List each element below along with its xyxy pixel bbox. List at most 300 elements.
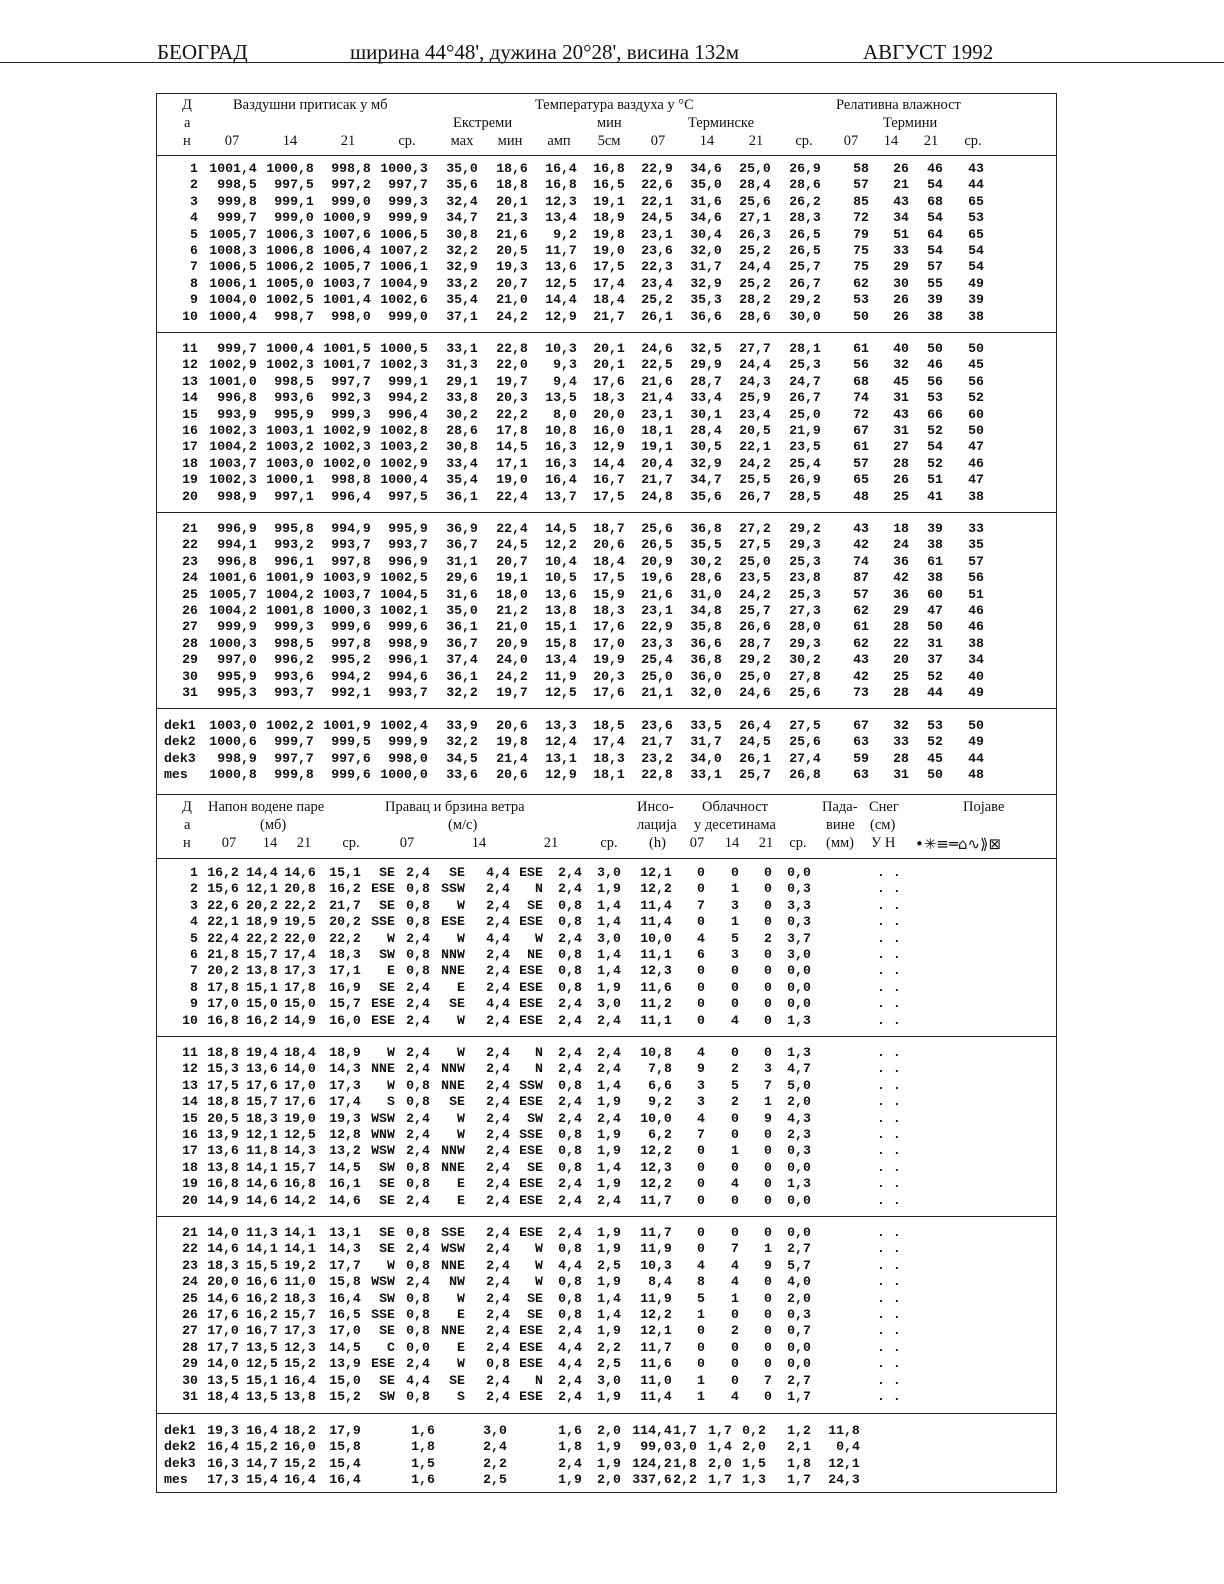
- table1-cell: 39: [968, 292, 984, 308]
- table1-cell: 52: [927, 455, 943, 471]
- table1-summary-divider: [156, 708, 1057, 709]
- table1-cell: 24,4: [739, 357, 771, 373]
- table1-cell: 1003,0: [266, 455, 314, 471]
- table1-cell: 25,3: [789, 357, 821, 373]
- table1-cell: 5: [190, 226, 198, 242]
- table1-cell: 1002,3: [323, 439, 371, 455]
- table2-cell: 0: [731, 1225, 739, 1240]
- table1-row: [0, 161, 1224, 177]
- table2-cell: 9,2: [648, 1094, 672, 1110]
- table1-cell: 995,9: [217, 668, 257, 684]
- table2-cell: S: [387, 1094, 395, 1110]
- snow-cell: . .: [877, 1159, 901, 1175]
- table2-cell: ESE: [519, 1012, 543, 1028]
- table1-cell: 25,0: [641, 668, 673, 684]
- table2-cell: 0: [697, 881, 705, 897]
- table1-cell: 26,3: [739, 226, 771, 242]
- table2-cell: 0,8: [406, 947, 430, 962]
- table2-cell: 2,4: [486, 1127, 510, 1142]
- table2-cell: 2,7: [787, 1372, 811, 1388]
- table1-cell: 23,5: [739, 570, 771, 586]
- table1-cell: 40: [893, 341, 909, 356]
- table1-cell: 14,5: [545, 521, 577, 536]
- table1-cell: 31,6: [690, 193, 722, 209]
- table2-cell: 17,8: [284, 979, 316, 995]
- snow-cell: . .: [877, 1143, 901, 1159]
- table2-cell: 13,6: [246, 1061, 278, 1077]
- table2-cell: W: [387, 1257, 395, 1273]
- table2-cell: 20,2: [329, 914, 361, 930]
- table2-cell: SE: [379, 1176, 395, 1192]
- table2-cell: 3: [697, 1077, 705, 1093]
- table1-cell: 24,2: [496, 668, 528, 684]
- table1-cell: 54: [968, 243, 984, 258]
- table1-row: [0, 456, 1224, 472]
- snow-cell: . .: [877, 1323, 901, 1339]
- table1-cell: 27,8: [789, 668, 821, 684]
- table1-cell: 31: [927, 635, 943, 651]
- table1-decade-divider-2: [156, 512, 1057, 513]
- table2-cell: 1,4: [597, 963, 621, 979]
- table1-cell: 26,5: [789, 243, 821, 258]
- table2-summary-cell: 2,1: [787, 1439, 811, 1455]
- table1-cell: 13,6: [545, 259, 577, 275]
- table2-cell: 0: [764, 897, 772, 913]
- table2-cell: 30: [182, 1372, 198, 1388]
- table2-cell: W: [535, 1241, 543, 1257]
- table2-row: [0, 1258, 1224, 1274]
- table2-cell: S: [457, 1389, 465, 1404]
- table2-summary-cell: 15,2: [246, 1439, 278, 1455]
- table2-cell: 11,0: [284, 1274, 316, 1290]
- table1-cell: 56: [853, 357, 869, 373]
- table2-cell: 22,0: [284, 930, 316, 946]
- table2-cell: ESE: [371, 881, 395, 897]
- table2-summary-cell: 14,7: [246, 1455, 278, 1471]
- table1-cell: 34: [968, 652, 984, 668]
- table1-cell: 28: [182, 635, 198, 651]
- table2-cell: SE: [449, 865, 465, 880]
- table2-cell: 3,7: [787, 930, 811, 946]
- table2-cell: 2: [764, 930, 772, 946]
- table1-cell: 61: [927, 553, 943, 569]
- table2-cell: 17: [182, 1143, 198, 1159]
- table1-cell: 13,7: [545, 488, 577, 504]
- table2-summary-cell: 15,4: [329, 1455, 361, 1471]
- table2-cell: 0,8: [558, 914, 582, 930]
- table1-cell: 55: [927, 275, 943, 291]
- table2-summary-cell: 1,5: [742, 1455, 766, 1471]
- table2-cell: 2,4: [558, 1225, 582, 1240]
- table1-cell: 20: [182, 488, 198, 504]
- table1-cell: 996,4: [388, 406, 428, 422]
- table2-cell: 2,4: [558, 996, 582, 1012]
- table2-row: [0, 931, 1224, 947]
- table1-cell: 64: [927, 226, 943, 242]
- table1-cell: 1008,3: [209, 243, 257, 258]
- table1-cell: 52: [927, 423, 943, 438]
- table1-cell: 20,9: [641, 553, 673, 569]
- table1-cell: 20,9: [496, 635, 528, 651]
- table2-cell: WSW: [371, 1110, 395, 1126]
- table1-cell: 20,0: [593, 406, 625, 422]
- table2-cell: W: [535, 1274, 543, 1290]
- table1-cell: 17,6: [593, 619, 625, 635]
- table1-cell: 14,4: [545, 292, 577, 308]
- table2-cell: SE: [379, 1323, 395, 1339]
- table2-cell: 0: [764, 1290, 772, 1306]
- table2-row: [0, 898, 1224, 914]
- table2-cell: 4: [697, 1257, 705, 1273]
- table2-cell: 2,4: [486, 1077, 510, 1093]
- table1-cell: 23,6: [641, 243, 673, 258]
- table2-cell: ESE: [371, 1012, 395, 1028]
- table2-cell: 3: [731, 947, 739, 962]
- table1-cell: mes: [164, 767, 188, 783]
- table1-cell: 57: [968, 553, 984, 569]
- table2-cell: 14,1: [284, 1225, 316, 1240]
- table2-cell: 2,4: [486, 1012, 510, 1028]
- table2-cell: 1,4: [597, 1307, 621, 1322]
- table2-cell: 0,0: [406, 1339, 430, 1355]
- table1-cell: 27: [182, 619, 198, 635]
- table1-cell: 19,1: [641, 439, 673, 455]
- table1-cell: 46: [968, 619, 984, 635]
- table1-cell: 22,1: [739, 439, 771, 455]
- table1-row: [0, 357, 1224, 373]
- table2-cell: 1: [190, 865, 198, 880]
- table2-cell: NW: [449, 1274, 465, 1290]
- table2-cell: 1,9: [597, 1389, 621, 1404]
- table1-cell: 16,5: [593, 177, 625, 193]
- table2-cell: 2,5: [597, 1257, 621, 1273]
- table1-cell: 29,2: [789, 521, 821, 536]
- table2-cell: 17,5: [207, 1077, 239, 1093]
- table1-cell: 62: [853, 603, 869, 618]
- table1-cell: 997,7: [331, 373, 371, 389]
- table2-cell: 15,5: [246, 1257, 278, 1273]
- table1-cell: 26,8: [789, 767, 821, 783]
- table2-cell: 0: [764, 1176, 772, 1192]
- table2-cell: 14: [182, 1094, 198, 1110]
- table1-cell: 27,2: [739, 521, 771, 536]
- phenomena-heading: Појаве: [963, 799, 1005, 815]
- table1-cell: 997,5: [388, 488, 428, 504]
- table2-summary-row: [0, 1456, 1224, 1472]
- table1-cell: 1001,5: [323, 341, 371, 356]
- table1-cell: 18,8: [496, 177, 528, 193]
- table1-cell: 34,6: [690, 161, 722, 176]
- cloud-heading-2: у десетинама: [694, 817, 776, 833]
- table2-cell: 0: [764, 1143, 772, 1159]
- table1-cell: 996,8: [217, 390, 257, 406]
- table1-cell: 17: [182, 439, 198, 455]
- table1-cell: 1003,7: [323, 586, 371, 602]
- table2-cell: SE: [379, 1241, 395, 1257]
- table1-cell: 32,5: [690, 341, 722, 356]
- table1-cell: 21,7: [641, 472, 673, 488]
- table2-cell: ESE: [519, 1094, 543, 1110]
- table2-cell: N: [535, 1061, 543, 1077]
- table2-cell: 2,4: [558, 1045, 582, 1060]
- table2-cell: 22,2: [246, 930, 278, 946]
- table2-cell: 1,4: [597, 897, 621, 913]
- table1-cell: 993,6: [274, 390, 314, 406]
- table2-summary-cell: 1,9: [597, 1455, 621, 1471]
- table1-cell: 52: [927, 668, 943, 684]
- table1-cell: 30,2: [446, 406, 478, 422]
- table1-cell: 16,8: [545, 177, 577, 193]
- table2-cell: 2,4: [558, 1372, 582, 1388]
- table2-cell: 2,0: [787, 1290, 811, 1306]
- table1-cell: 1006,2: [266, 259, 314, 275]
- table2-cell: W: [387, 1077, 395, 1093]
- table2-cell: 0: [764, 865, 772, 880]
- table1-cell: 1002,0: [323, 455, 371, 471]
- table1-cell: 36,6: [690, 635, 722, 651]
- table2-cell: SW: [379, 1290, 395, 1306]
- table1-cell: 25,6: [641, 521, 673, 536]
- table1-cell: 38: [968, 488, 984, 504]
- table2-cell: 11: [182, 1045, 198, 1060]
- table2-cell: 2,4: [597, 1061, 621, 1077]
- table1-cell: 30,8: [446, 226, 478, 242]
- table2-cell: 2,4: [558, 1094, 582, 1110]
- table1-cell: 31: [893, 423, 909, 438]
- table1-cell: 51: [927, 472, 943, 488]
- table1-cell: 23,8: [789, 570, 821, 586]
- table1-cell: 87: [853, 570, 869, 586]
- table1-row: [0, 537, 1224, 553]
- table1-cell: 995,3: [217, 685, 257, 700]
- table2-cell: 21,7: [329, 897, 361, 913]
- table2-cell: 16,2: [246, 1290, 278, 1306]
- snow-cell: . .: [877, 914, 901, 930]
- table2-cell: 2,0: [787, 1094, 811, 1110]
- table1-cell: 13,5: [545, 390, 577, 406]
- table1-cell: 33: [968, 521, 984, 536]
- table1-cell: 19,8: [496, 734, 528, 750]
- table1-cell: 29,6: [446, 570, 478, 586]
- table1-cell: 45: [893, 373, 909, 389]
- table2-cell: 13,2: [329, 1143, 361, 1159]
- table2-cell: 15,1: [246, 1372, 278, 1388]
- table1-cell: 42: [893, 570, 909, 586]
- table1-cell: 73: [853, 685, 869, 700]
- table1-cell: 13,1: [545, 750, 577, 766]
- table2-cell: 12: [182, 1061, 198, 1077]
- table2-cell: 14,6: [207, 1290, 239, 1306]
- table2-cell: 20,2: [207, 963, 239, 979]
- table2-row: [0, 1193, 1224, 1209]
- table1-row: [0, 751, 1224, 767]
- table1-cell: 33: [893, 243, 909, 258]
- table2-cell: NNW: [441, 947, 465, 962]
- table1-cell: 22,0: [496, 357, 528, 373]
- table2-cell: 13,5: [246, 1389, 278, 1404]
- table1-cell: 35: [968, 537, 984, 553]
- table1-cell: 67: [853, 718, 869, 733]
- table1-cell: 25,4: [641, 652, 673, 668]
- table1-cell: 33,4: [690, 390, 722, 406]
- table1-cell: 24,6: [739, 685, 771, 700]
- table2-cell: 19,5: [284, 914, 316, 930]
- table2-row: [0, 1078, 1224, 1094]
- table2-cell: 17,0: [284, 1077, 316, 1093]
- table2-cell: 0,0: [787, 1225, 811, 1240]
- table2-summary-cell: 114,4: [632, 1423, 672, 1438]
- table2-cell: 2,4: [486, 1159, 510, 1175]
- table1-cell: 993,9: [217, 406, 257, 422]
- table1-cell: 22,5: [641, 357, 673, 373]
- table2-cell: 13,1: [329, 1225, 361, 1240]
- table2-decade-divider-1: [156, 1036, 1057, 1037]
- table1-cell: 31,6: [446, 586, 478, 602]
- table2-cell: 3,0: [597, 865, 621, 880]
- wind-unit: (м/с): [448, 817, 478, 833]
- table1-cell: 995,9: [274, 406, 314, 422]
- table2-cell: 11,4: [640, 1389, 672, 1404]
- table2-cell: 1: [764, 1094, 772, 1110]
- table2-cell: 12,1: [246, 1127, 278, 1142]
- table1-cell: 1000,4: [209, 308, 257, 324]
- table1-cell: 997,5: [274, 177, 314, 193]
- table2-summary-cell: 15,8: [329, 1439, 361, 1455]
- table2-cell: 14,5: [329, 1159, 361, 1175]
- table2-summary-cell: 2,0: [597, 1423, 621, 1438]
- table2-cell: 2,4: [597, 1192, 621, 1208]
- table1-cell: 15,8: [545, 635, 577, 651]
- table2-cell: W: [457, 930, 465, 946]
- table1-cell: 1000,8: [209, 767, 257, 783]
- table1-cell: 33,1: [690, 767, 722, 783]
- table1-cell: 1000,4: [266, 341, 314, 356]
- table1-cell: 1000,3: [323, 603, 371, 618]
- table2-cell: 2,4: [406, 1110, 430, 1126]
- table2-cell: 18,3: [329, 947, 361, 962]
- table2-cell: SE: [527, 1290, 543, 1306]
- table1-cell: 997,0: [217, 652, 257, 668]
- table1-cell: 26,2: [789, 193, 821, 209]
- table1-cell: 999,8: [217, 193, 257, 209]
- table1-cell: 19,0: [593, 243, 625, 258]
- table2-cell: N: [535, 1372, 543, 1388]
- table1-cell: 8: [190, 275, 198, 291]
- table1-subheader: 07: [843, 133, 859, 149]
- table2-summary-cell: 1,6: [558, 1423, 582, 1438]
- table2-subheader: ср.: [789, 835, 807, 851]
- table1-cell: 28: [893, 619, 909, 635]
- table1-cell: 4: [190, 210, 198, 226]
- table2-cell: W: [457, 1290, 465, 1306]
- table2-cell: 0: [764, 996, 772, 1012]
- table1-cell: 48: [968, 767, 984, 783]
- table1-cell: 34,7: [690, 472, 722, 488]
- table2-cell: 16,7: [246, 1323, 278, 1339]
- table1-cell: 18,4: [593, 292, 625, 308]
- table1-cell: 57: [927, 259, 943, 275]
- table2-cell: 1: [764, 1241, 772, 1257]
- table2-cell: ESE: [519, 914, 543, 930]
- table2-cell: 0: [764, 1356, 772, 1372]
- table2-cell: 1,9: [597, 1094, 621, 1110]
- table2-cell: 12,2: [640, 1176, 672, 1192]
- table1-cell: dek3: [164, 750, 196, 766]
- table1-cell: 13,6: [545, 586, 577, 602]
- table2-cell: W: [387, 930, 395, 946]
- table2-cell: 0,7: [787, 1323, 811, 1339]
- table1-cell: 25: [893, 488, 909, 504]
- table2-cell: 4,7: [787, 1061, 811, 1077]
- table2-cell: 1: [731, 1143, 739, 1159]
- table2-cell: 2,4: [486, 1257, 510, 1273]
- table2-cell: 0,8: [406, 1323, 430, 1339]
- table2-summary-cell: 16,4: [284, 1472, 316, 1488]
- table2-cell: 0,8: [406, 1290, 430, 1306]
- table1-cell: 43: [853, 652, 869, 668]
- table2-cell: 0: [764, 947, 772, 962]
- table1-cell: 17,0: [593, 635, 625, 651]
- table1-cell: 15: [182, 406, 198, 422]
- table1-cell: 1001,9: [323, 718, 371, 733]
- table1-cell: 42: [853, 537, 869, 553]
- table2-cell: 17,7: [329, 1257, 361, 1273]
- table2-subheader: 14: [262, 835, 278, 851]
- table2-cell: 18,3: [284, 1290, 316, 1306]
- table1-cell: 26: [893, 161, 909, 176]
- table1-row: [0, 341, 1224, 357]
- table2-cell: E: [387, 963, 395, 979]
- table1-cell: 21,0: [496, 292, 528, 308]
- table1-cell: 999,5: [331, 734, 371, 750]
- table2-cell: 1,3: [787, 1045, 811, 1060]
- table2-cell: 4: [731, 1389, 739, 1404]
- table1-cell: 25,7: [739, 767, 771, 783]
- table2-cell: 0: [697, 1176, 705, 1192]
- table2-cell: 4,4: [406, 1372, 430, 1388]
- table2-cell: 0: [697, 996, 705, 1012]
- table2-summary-cell: dek3: [164, 1455, 196, 1471]
- table1-cell: 24,5: [641, 210, 673, 226]
- table2-cell: 17,0: [207, 1323, 239, 1339]
- table2-cell: 0: [764, 1225, 772, 1240]
- table2-cell: 14,0: [207, 1225, 239, 1240]
- table2-cell: 16,6: [246, 1274, 278, 1290]
- table2-cell: 0,3: [787, 1307, 811, 1322]
- table2-cell: 15,6: [207, 881, 239, 897]
- table1-cell: 53: [968, 210, 984, 226]
- table2-cell: 15,0: [246, 996, 278, 1012]
- table2-cell: 2: [731, 1323, 739, 1339]
- wind-heading: Правац и брзина ветра: [385, 799, 525, 815]
- table2-summary-row: [0, 1472, 1224, 1488]
- table1-cell: 1005,7: [209, 586, 257, 602]
- table2-cell: 3,0: [787, 947, 811, 962]
- snow-cell: . .: [877, 1077, 901, 1093]
- table1-cell: 18,3: [593, 750, 625, 766]
- table1-cell: 23: [182, 553, 198, 569]
- table1-cell: 32,9: [446, 259, 478, 275]
- table1-cell: 993,7: [274, 685, 314, 700]
- table2-cell: 18,8: [207, 1045, 239, 1060]
- table2-cell: 1: [731, 1290, 739, 1306]
- table1-cell: 997,6: [331, 750, 371, 766]
- table2-cell: 13,9: [207, 1127, 239, 1142]
- table1-cell: 19,3: [496, 259, 528, 275]
- table1-cell: 11,7: [545, 243, 577, 258]
- table2-cell: 28: [182, 1339, 198, 1355]
- table2-subheader: 14: [724, 835, 740, 851]
